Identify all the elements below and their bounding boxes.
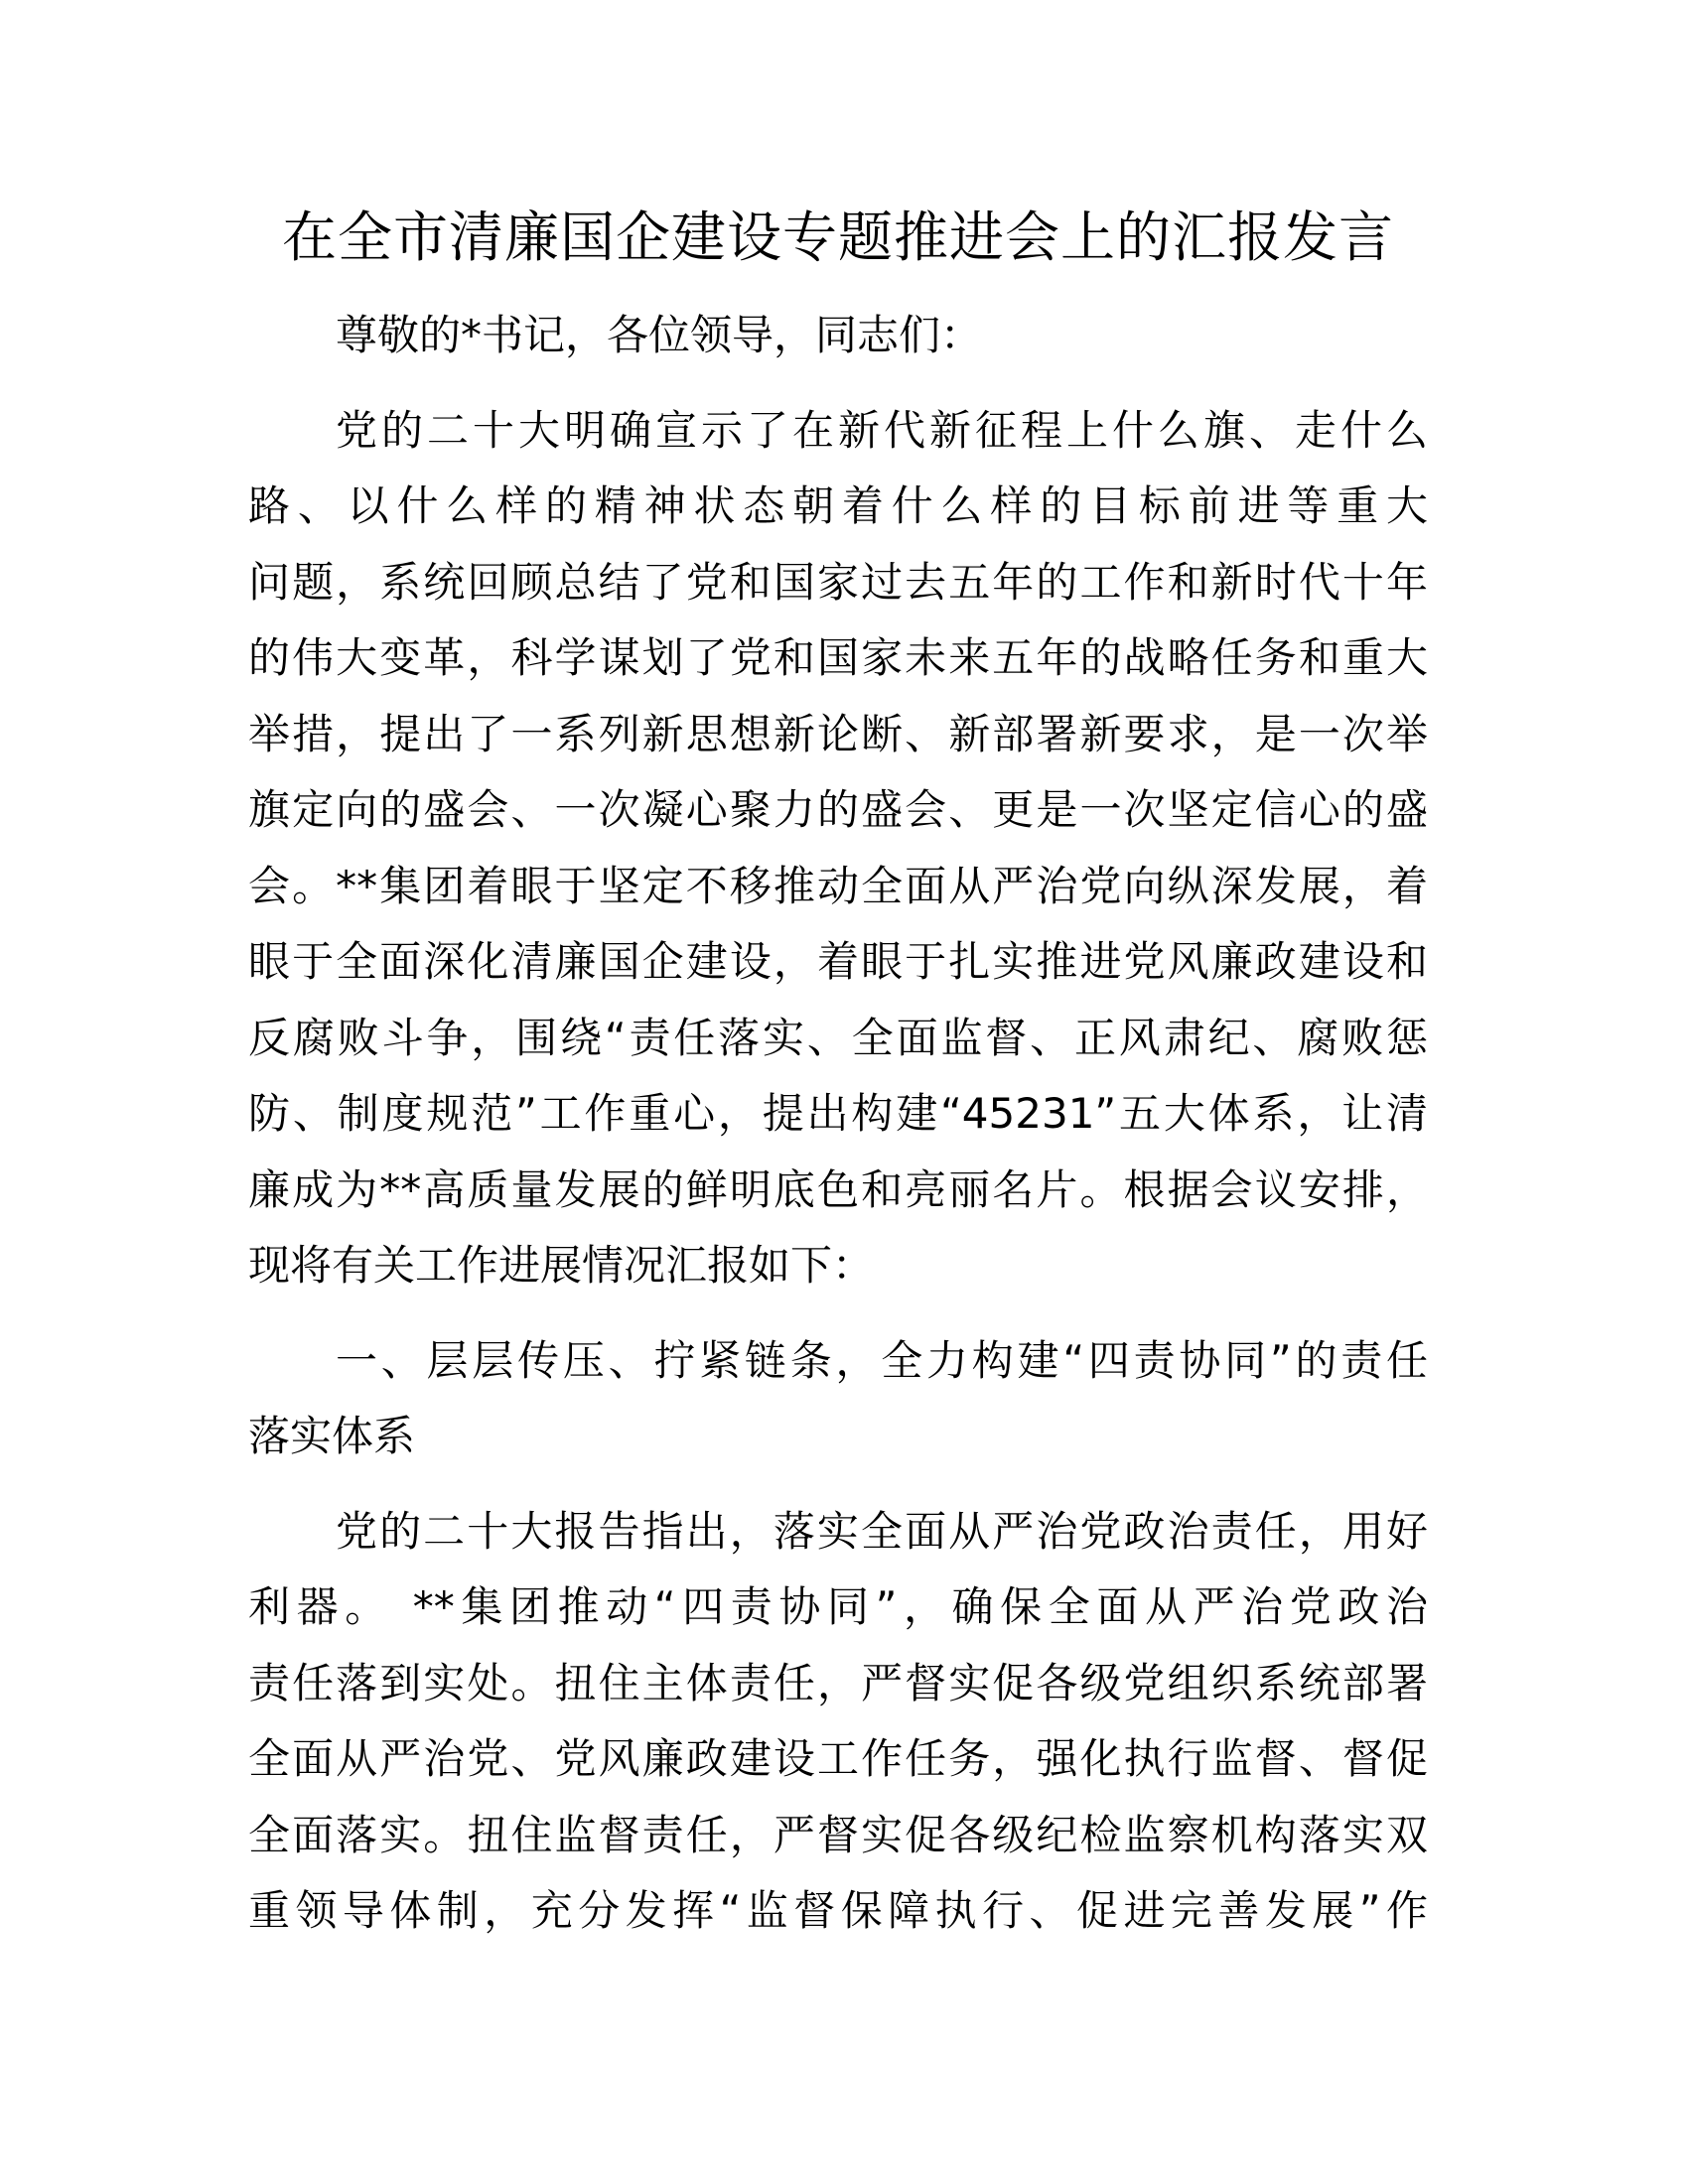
text-line: 反腐败斗争，围绕“责任落实、全面监督、正风肃纪、腐败惩 xyxy=(248,1013,1428,1062)
text-line: 落实体系 xyxy=(248,1412,416,1460)
text-line: 现将有关工作进展情况汇报如下： xyxy=(248,1241,875,1290)
text-line: 会。**集团着眼于坚定不移推动全面从严治党向纵深发展，着 xyxy=(248,861,1428,910)
paragraph xyxy=(248,1494,1428,1950)
text-line: 全面落实。扭住监督责任，严督实促各级纪检监察机构落实双 xyxy=(248,1810,1428,1859)
text-line: 防、制度规范”工作重心，提出构建“45231”五大体系，让清 xyxy=(248,1089,1428,1138)
text-line: 问题，系统回顾总结了党和国家过去五年的工作和新时代十年 xyxy=(248,557,1428,607)
salutation: 尊敬的*书记，各位领导，同志们： xyxy=(336,311,983,359)
paragraph xyxy=(248,393,1428,1304)
document-page xyxy=(248,200,1428,1950)
text-line: 重领导体制，充分发挥“监督保障执行、促进完善发展”作 xyxy=(248,1886,1428,1935)
text-line: 一、层层传压、拧紧链条，全力构建“四责协同”的责任 xyxy=(336,1335,1428,1385)
text-line: 责任落到实处。扭住主体责任，严督实促各级党组织系统部署 xyxy=(248,1658,1428,1707)
text-line: 利器。 **集团推动“四责协同”，确保全面从严治党政治 xyxy=(248,1582,1428,1631)
text-line: 旗定向的盛会、一次凝心聚力的盛会、更是一次坚定信心的盛 xyxy=(248,785,1428,834)
text-line: 党的二十大明确宣示了在新代新征程上什么旗、走什么 xyxy=(336,405,1428,455)
text-line: 眼于全面深化清廉国企建设，着眼于扎实推进党风廉政建设和 xyxy=(248,937,1428,986)
document-title: 在全市清廉国企建设专题推进会上的汇报发言 xyxy=(281,205,1394,269)
paragraph xyxy=(248,1323,1428,1475)
text-line: 全面从严治党、党风廉政建设工作任务，强化执行监督、督促 xyxy=(248,1734,1428,1783)
text-line: 举措，提出了一系列新思想新论断、新部署新要求，是一次举 xyxy=(248,709,1428,758)
text-line: 的伟大变革，科学谋划了党和国家未来五年的战略任务和重大 xyxy=(248,633,1428,682)
text-line: 路、以什么样的精神状态朝着什么样的目标前进等重大 xyxy=(248,481,1428,530)
text-line: 党的二十大报告指出，落实全面从严治党政治责任，用好 xyxy=(336,1506,1428,1556)
text-line: 廉成为**高质量发展的鲜明底色和亮丽名片。根据会议安排， xyxy=(248,1164,1428,1214)
